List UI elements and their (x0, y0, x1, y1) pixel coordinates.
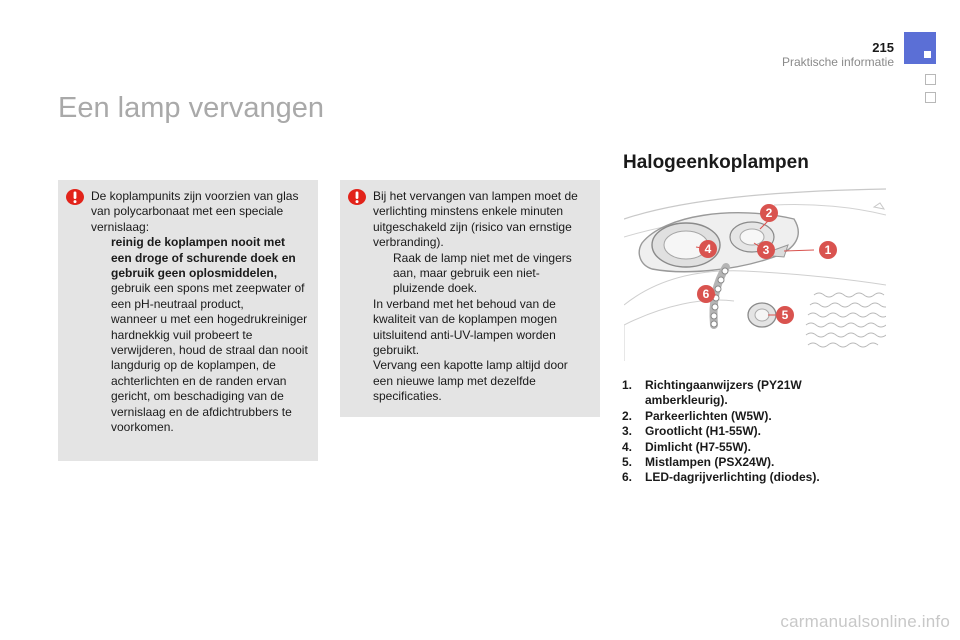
legend-number: 5. (622, 455, 633, 470)
legend-number: 3. (622, 424, 633, 439)
lamp-legend (622, 378, 862, 486)
note-intro: De koplampunits zijn voorzien van glas van polycarbonaat met een speciale vernislaag: (91, 189, 299, 234)
list-item (91, 235, 308, 281)
callout-badge-4 (699, 240, 717, 258)
svg-text:2: 2 (765, 206, 773, 220)
callout-badge-1 (819, 241, 837, 259)
warning-exclamation-icon (66, 189, 84, 205)
legend-text: LED-dagrijverlichting (diodes). (645, 470, 820, 485)
legend-item (622, 409, 862, 424)
chapter-tab-empty[interactable] (925, 92, 936, 103)
legend-text: Richtingaanwijzers (PY21W amberkleurig). (645, 378, 802, 408)
legend-item (622, 440, 862, 455)
note-box-safety (340, 180, 600, 417)
legend-text: Dimlicht (H7-55W). (645, 439, 752, 454)
chapter-tab[interactable] (904, 32, 936, 64)
list-item (373, 251, 588, 297)
list-item-text: reinig de koplampen nooit met een droge of schurende doek en gebruik geen oplosmiddelen, (111, 235, 296, 281)
page-title: Een lamp vervangen (58, 92, 324, 124)
legend-number: 1. (622, 378, 633, 392)
watermark: carmanualsonline.info (780, 612, 950, 631)
callout-badge-3 (757, 241, 775, 259)
legend-text: Mistlampen (PSX24W). (645, 455, 775, 470)
legend-item (622, 378, 862, 409)
note-content (373, 189, 588, 405)
callout-badge-6 (697, 285, 715, 303)
legend-item (622, 424, 862, 439)
list-item (91, 281, 308, 312)
svg-text:6: 6 (702, 287, 710, 301)
list-item-text: gebruik een spons met zeepwater of een pH-neutraal product, (111, 281, 305, 311)
legend-text: Grootlicht (H1-55W). (645, 424, 761, 439)
legend-item (622, 470, 862, 485)
svg-text:1: 1 (824, 243, 832, 257)
legend-number: 6. (622, 470, 633, 485)
note-paragraph: Vervang een kapotte lamp altijd door een nieuwe lamp met dezelfde specificaties. (373, 358, 568, 404)
note-paragraph: In verband met het behoud van de kwaliteit van de koplampen mogen uitsluitend anti-UV-lampen worden gebruikt. (373, 296, 558, 358)
section-title: Halogeenkoplampen (623, 152, 809, 173)
legend-item (622, 455, 862, 470)
list-item-text: wanneer u met een hogedrukreiniger hardnekkig vuil probeert te verwijderen, houd de straal dan nooit langdurig op de koplampen, de achterlichten en de randen ervan gericht, om beschadiging van de vernislaag en de afdichtrubbers te voorkomen. (111, 312, 308, 435)
headlamp-diagram (624, 185, 886, 361)
section-name: Praktische informatie (781, 55, 894, 69)
chapter-tab-empty[interactable] (925, 74, 936, 85)
list-item (91, 312, 308, 435)
note-intro: Bij het vervangen van lampen moet de verlichting minstens enkele minuten uitgeschakeld zijn (risico van ernstige verbranding). (373, 189, 578, 250)
note-bullet-list (373, 251, 588, 297)
note-bullet-list (91, 235, 308, 435)
svg-text:5: 5 (781, 308, 789, 322)
warning-exclamation-icon (348, 189, 366, 205)
svg-text:4: 4 (704, 242, 712, 256)
svg-text:3: 3 (762, 243, 770, 257)
legend-number: 2. (622, 408, 633, 423)
tab-dot (924, 51, 931, 58)
callout-badge-2 (760, 204, 778, 222)
note-box-care (58, 180, 318, 461)
legend-text: Parkeerlichten (W5W). (645, 408, 772, 423)
list-item-text: Raak de lamp niet met de vingers aan, maar gebruik een niet-pluizende doek. (393, 250, 572, 296)
legend-number: 4. (622, 439, 633, 454)
callout-badge-5 (776, 306, 794, 324)
page-number: 215 (872, 40, 894, 55)
note-content (91, 189, 308, 436)
